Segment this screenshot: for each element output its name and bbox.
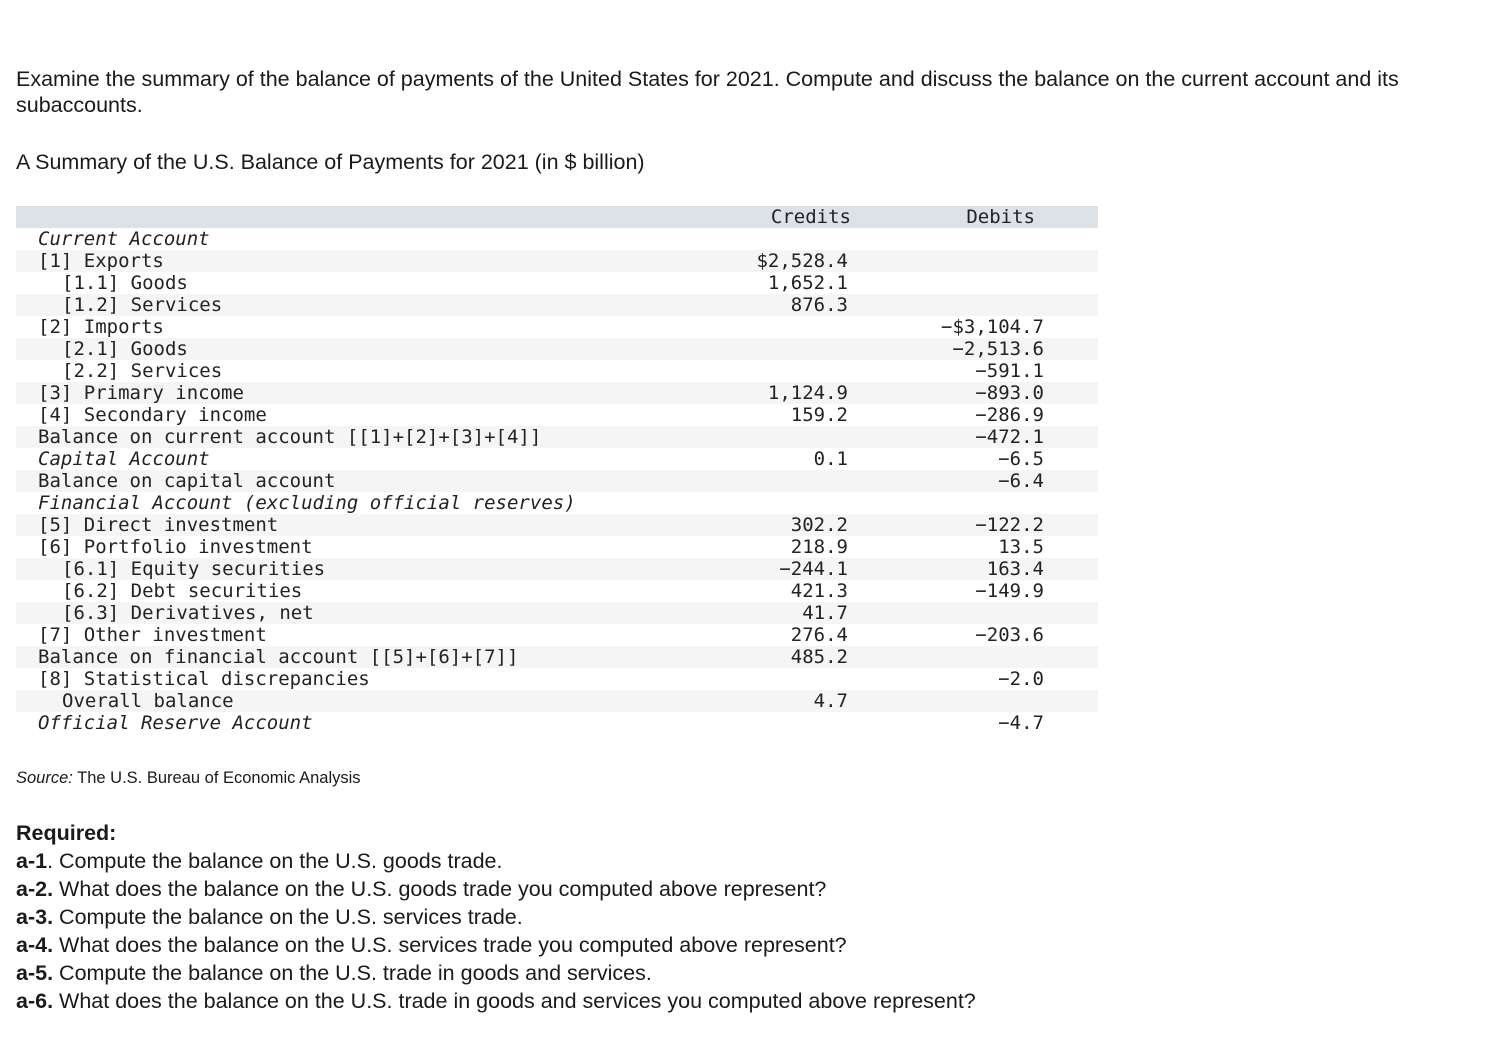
row-credit: 41.7 — [802, 602, 848, 624]
row-credit: 159.2 — [790, 404, 848, 426]
required-heading: Required: — [16, 821, 117, 845]
row-label: [6.1] Equity securities — [62, 558, 326, 580]
table-row — [16, 492, 1098, 514]
table-row — [16, 668, 1098, 690]
table-row — [16, 470, 1098, 492]
table-row — [16, 558, 1098, 580]
source-note — [16, 768, 361, 788]
table-row — [16, 404, 1098, 426]
question-number: a-6. — [16, 989, 54, 1013]
row-credit: 421.3 — [790, 580, 848, 602]
table-row — [16, 360, 1098, 382]
row-label: [2] Imports — [38, 316, 164, 338]
required-item — [16, 931, 1456, 959]
table-row — [16, 426, 1098, 448]
row-credit: 302.2 — [790, 514, 848, 536]
table-row — [16, 624, 1098, 646]
row-credit: 4.7 — [813, 690, 848, 712]
question-number: a-1 — [16, 849, 48, 873]
row-debit: −2,513.6 — [952, 338, 1044, 360]
table-row — [16, 536, 1098, 558]
row-label: Overall balance — [62, 690, 234, 712]
question-number: a-4. — [16, 933, 54, 957]
question-intro: Examine the summary of the balance of payments of the United States for 2021. Compute and discuss the balance on the current account and its subaccounts. — [16, 67, 1399, 117]
question-text: Compute the balance on the U.S. trade in goods and services. — [53, 961, 652, 985]
row-credit: 1,652.1 — [767, 272, 848, 294]
table-header — [16, 206, 1098, 228]
row-label: [6.3] Derivatives, net — [62, 602, 314, 624]
table-row — [16, 294, 1098, 316]
row-debit: −472.1 — [975, 426, 1044, 448]
row-label: [1.2] Services — [62, 294, 223, 316]
question-number: a-2. — [16, 877, 54, 901]
balance-of-payments-table — [16, 206, 1098, 734]
question-text: What does the balance on the U.S. trade in goods and services you computed above represent? — [53, 989, 976, 1013]
required-item — [16, 875, 1456, 903]
table-row — [16, 514, 1098, 536]
row-credit: 485.2 — [790, 646, 848, 668]
table-row — [16, 580, 1098, 602]
row-label: [6.2] Debt securities — [62, 580, 303, 602]
table-row — [16, 316, 1098, 338]
row-debit: 13.5 — [998, 536, 1044, 558]
row-label: Balance on capital account — [38, 470, 336, 492]
credits-header: Credits — [770, 206, 851, 228]
row-label: [4] Secondary income — [38, 404, 267, 426]
row-debit: −4.7 — [998, 712, 1044, 734]
required-item — [16, 903, 1456, 931]
debits-header: Debits — [966, 206, 1035, 228]
row-credit: 276.4 — [790, 624, 848, 646]
row-label: Balance on current account [[1]+[2]+[3]+[4]] — [38, 426, 542, 448]
row-label: Capital Account — [38, 448, 210, 470]
row-debit: −6.4 — [998, 470, 1044, 492]
question-text: . Compute the balance on the U.S. goods trade. — [47, 849, 503, 873]
row-label: [6] Portfolio investment — [38, 536, 313, 558]
row-debit: −286.9 — [975, 404, 1044, 426]
row-label: Financial Account (excluding official reserves) — [38, 492, 576, 514]
table-row — [16, 382, 1098, 404]
table-row — [16, 602, 1098, 624]
row-credit: 876.3 — [790, 294, 848, 316]
row-label: [1.1] Goods — [62, 272, 188, 294]
required-section — [16, 819, 1456, 1015]
row-label: Official Reserve Account — [38, 712, 313, 734]
row-debit: −591.1 — [975, 360, 1044, 382]
question-text: Compute the balance on the U.S. services trade. — [53, 905, 523, 929]
source-prefix: Source: — [16, 769, 73, 787]
question-number: a-5. — [16, 961, 54, 985]
table-row — [16, 712, 1098, 734]
row-credit: 1,124.9 — [767, 382, 848, 404]
row-credit: 218.9 — [790, 536, 848, 558]
row-debit: −122.2 — [975, 514, 1044, 536]
row-debit: −893.0 — [975, 382, 1044, 404]
table-row — [16, 228, 1098, 250]
source-text: The U.S. Bureau of Economic Analysis — [72, 769, 361, 787]
table-row — [16, 338, 1098, 360]
table-row — [16, 448, 1098, 470]
table-row — [16, 646, 1098, 668]
row-label: Current Account — [38, 228, 210, 250]
row-debit: 163.4 — [986, 558, 1044, 580]
question-number: a-3. — [16, 905, 54, 929]
required-item — [16, 987, 1456, 1015]
required-item — [16, 847, 1456, 875]
table-row — [16, 690, 1098, 712]
row-credit: 0.1 — [813, 448, 848, 470]
row-credit: −244.1 — [779, 558, 848, 580]
question-text: What does the balance on the U.S. goods trade you computed above represent? — [53, 877, 827, 901]
table-title: A Summary of the U.S. Balance of Payments for 2021 (in $ billion) — [16, 150, 645, 174]
row-label: [1] Exports — [38, 250, 164, 272]
row-debit: −203.6 — [975, 624, 1044, 646]
row-label: [7] Other investment — [38, 624, 267, 646]
row-debit: −6.5 — [998, 448, 1044, 470]
required-item — [16, 959, 1456, 987]
row-debit: −2.0 — [998, 668, 1044, 690]
row-debit: −149.9 — [975, 580, 1044, 602]
row-label: [2.1] Goods — [62, 338, 188, 360]
row-label: Balance on financial account [[5]+[6]+[7]] — [38, 646, 519, 668]
row-label: [3] Primary income — [38, 382, 244, 404]
table-row — [16, 250, 1098, 272]
row-debit: −$3,104.7 — [941, 316, 1044, 338]
table-row — [16, 272, 1098, 294]
row-label: [5] Direct investment — [38, 514, 279, 536]
row-credit: $2,528.4 — [756, 250, 848, 272]
row-label: [8] Statistical discrepancies — [38, 668, 370, 690]
question-text: What does the balance on the U.S. services trade you computed above represent? — [53, 933, 847, 957]
row-label: [2.2] Services — [62, 360, 223, 382]
